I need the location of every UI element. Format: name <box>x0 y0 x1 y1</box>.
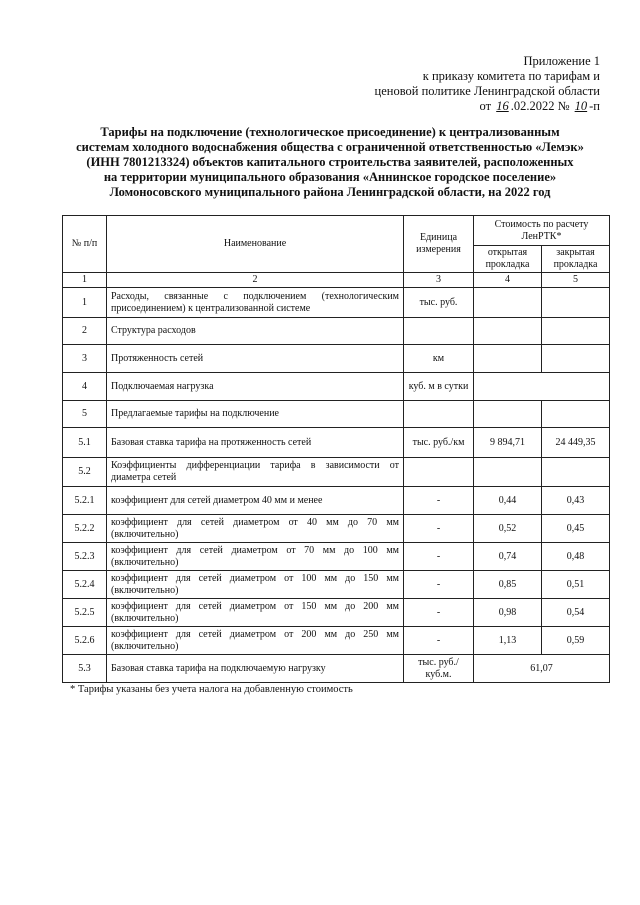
row-name: коэффициент для сетей диаметром от 70 мм до 100 мм (включительно) <box>107 543 404 571</box>
row-name: Коэффициенты дифференциации тарифа в зависимости от диаметра сетей <box>107 458 404 487</box>
row-num: 5.2 <box>63 458 107 487</box>
row-closed-value <box>542 318 610 345</box>
row-open-value <box>474 318 542 345</box>
row-closed-value: 0,51 <box>542 571 610 599</box>
row-num: 5 <box>63 401 107 428</box>
row-unit: тыс. руб./км <box>404 428 474 458</box>
row-open-value: 9 894,71 <box>474 428 542 458</box>
table-row <box>63 655 610 683</box>
row-unit: - <box>404 627 474 655</box>
row-name: Подключаемая нагрузка <box>107 373 404 401</box>
document-title <box>70 125 590 200</box>
date-day: 16 <box>496 99 509 113</box>
row-open-value: 0,74 <box>474 543 542 571</box>
table-row <box>63 543 610 571</box>
row-unit <box>404 401 474 428</box>
row-name: Протяженность сетей <box>107 345 404 373</box>
row-num: 5.2.5 <box>63 599 107 627</box>
row-unit: тыс. руб./куб.м. <box>404 655 474 683</box>
table-row <box>63 515 610 543</box>
row-name: Предлагаемые тарифы на подключение <box>107 401 404 428</box>
row-num: 5.2.1 <box>63 487 107 515</box>
row-num: 5.1 <box>63 428 107 458</box>
tariff-table <box>62 215 610 683</box>
row-closed-value <box>542 288 610 318</box>
row-closed-value <box>542 345 610 373</box>
table-row <box>63 428 610 458</box>
row-unit <box>404 458 474 487</box>
column-index-row <box>63 273 610 288</box>
row-unit: - <box>404 571 474 599</box>
appendix-header <box>350 54 600 114</box>
row-num: 3 <box>63 345 107 373</box>
column-index: 3 <box>404 273 474 288</box>
appendix-date-line <box>350 99 600 114</box>
header-closed-laying: закрытая прокладка <box>542 246 610 273</box>
order-number: 10 <box>574 99 588 113</box>
title-line: на территории муниципального образования «Аннинское городское поселение» <box>103 170 557 184</box>
row-unit: - <box>404 515 474 543</box>
row-name: Структура расходов <box>107 318 404 345</box>
footnote: * Тарифы указаны без учета налога на добавленную стоимость <box>70 684 353 695</box>
row-closed-value: 0,54 <box>542 599 610 627</box>
row-open-value: 1,13 <box>474 627 542 655</box>
table-row <box>63 345 610 373</box>
row-num: 5.2.4 <box>63 571 107 599</box>
row-num: 1 <box>63 288 107 318</box>
row-unit: - <box>404 543 474 571</box>
table-row <box>63 458 610 487</box>
appendix-line-2: к приказу комитета по тарифам и <box>422 69 600 83</box>
header-name: Наименование <box>107 216 404 273</box>
row-name: коэффициент для сетей диаметром от 150 мм до 200 мм (включительно) <box>107 599 404 627</box>
table-row <box>63 373 610 401</box>
row-unit: км <box>404 345 474 373</box>
row-closed-value: 0,48 <box>542 543 610 571</box>
row-name: коэффициент для сетей диаметром от 100 мм до 150 мм (включительно) <box>107 571 404 599</box>
row-open-value: 0,44 <box>474 487 542 515</box>
title-line: Ломоносовского муниципального района Ленинградской области, на 2022 год <box>109 185 551 199</box>
table-row <box>63 599 610 627</box>
header-unit: Единица измерения <box>404 216 474 273</box>
appendix-line-3: ценовой политике Ленинградской области <box>374 84 600 98</box>
row-name: Базовая ставка тарифа на подключаемую нагрузку <box>107 655 404 683</box>
row-open-value: 0,52 <box>474 515 542 543</box>
row-num: 4 <box>63 373 107 401</box>
row-open-value: 0,98 <box>474 599 542 627</box>
row-open-value <box>474 401 542 428</box>
table-row <box>63 571 610 599</box>
row-closed-value: 24 449,35 <box>542 428 610 458</box>
table-row <box>63 401 610 428</box>
header-open-laying: открытая прокладка <box>474 246 542 273</box>
order-suffix: -п <box>589 99 600 113</box>
table-row <box>63 627 610 655</box>
row-open-value <box>474 345 542 373</box>
row-name: коэффициент для сетей диаметром 40 мм и менее <box>107 487 404 515</box>
row-merged-value: 61,07 <box>474 655 610 683</box>
row-name: Базовая ставка тарифа на протяженность сетей <box>107 428 404 458</box>
row-closed-value <box>542 458 610 487</box>
appendix-line-1: Приложение 1 <box>523 54 600 68</box>
title-line: системам холодного водоснабжения общества с ограниченной ответственностью «Лемэк» <box>76 140 584 154</box>
row-unit: тыс. руб. <box>404 288 474 318</box>
date-prefix: от <box>479 99 492 113</box>
row-name: Расходы, связанные с подключением (технологическим присоединением) к централизованной системе <box>107 288 404 318</box>
row-num: 2 <box>63 318 107 345</box>
row-closed-value <box>542 401 610 428</box>
row-closed-value: 0,59 <box>542 627 610 655</box>
row-closed-value: 0,45 <box>542 515 610 543</box>
row-merged-value <box>474 373 610 401</box>
title-line: Тарифы на подключение (технологическое присоединение) к централизованным <box>100 125 560 139</box>
table-row <box>63 318 610 345</box>
title-line: (ИНН 7801213324) объектов капитального строительства заявителей, расположенных <box>86 155 574 169</box>
table-row <box>63 487 610 515</box>
row-num: 5.2.2 <box>63 515 107 543</box>
date-rest: .02.2022 № <box>510 99 570 113</box>
row-unit <box>404 318 474 345</box>
column-index: 5 <box>542 273 610 288</box>
row-closed-value: 0,43 <box>542 487 610 515</box>
row-num: 5.2.6 <box>63 627 107 655</box>
table-row <box>63 288 610 318</box>
row-open-value: 0,85 <box>474 571 542 599</box>
row-name: коэффициент для сетей диаметром от 200 мм до 250 мм (включительно) <box>107 627 404 655</box>
row-name: коэффициент для сетей диаметром от 40 мм до 70 мм (включительно) <box>107 515 404 543</box>
row-unit: - <box>404 487 474 515</box>
header-num: № п/п <box>63 216 107 273</box>
row-num: 5.2.3 <box>63 543 107 571</box>
header-cost: Стоимость по расчету ЛенРТК* <box>474 216 610 246</box>
column-index: 2 <box>107 273 404 288</box>
row-unit: куб. м в сутки <box>404 373 474 401</box>
row-num: 5.3 <box>63 655 107 683</box>
row-open-value <box>474 458 542 487</box>
row-unit: - <box>404 599 474 627</box>
row-open-value <box>474 288 542 318</box>
column-index: 1 <box>63 273 107 288</box>
column-index: 4 <box>474 273 542 288</box>
